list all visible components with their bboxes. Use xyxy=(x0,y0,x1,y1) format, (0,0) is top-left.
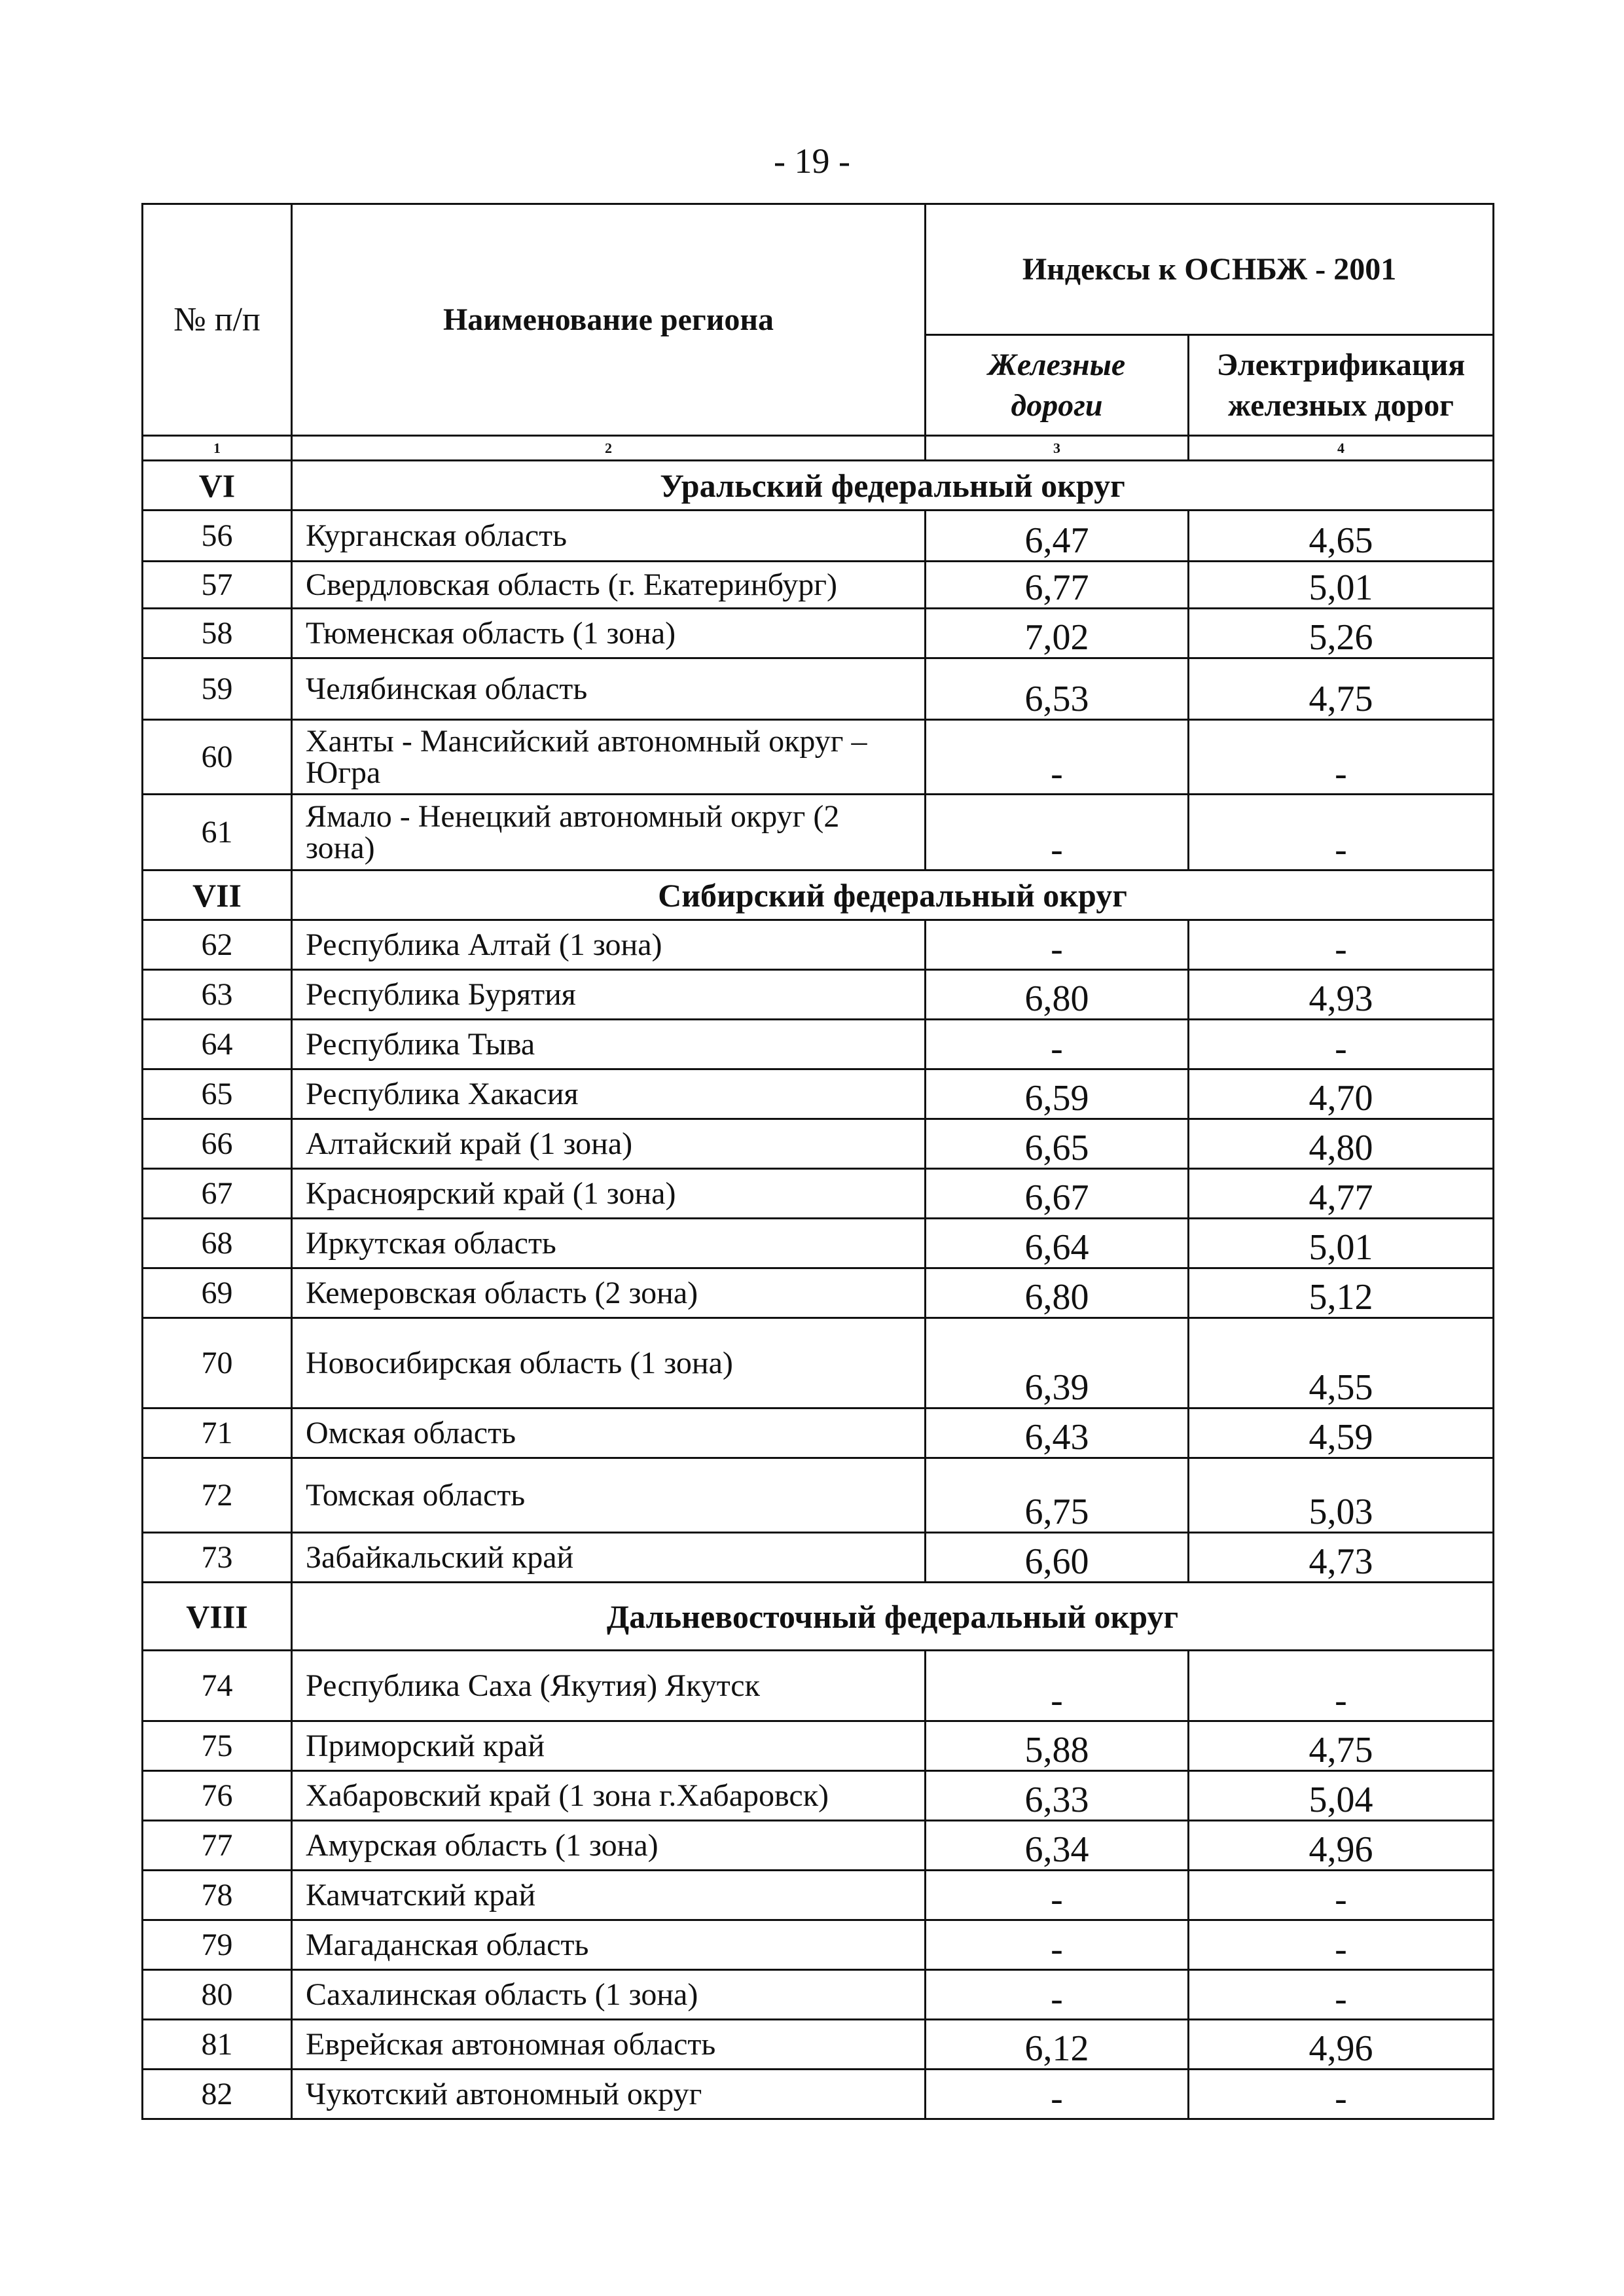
table-row xyxy=(143,1408,1494,1458)
region-name: Чукотский автономный округ xyxy=(292,2070,926,2119)
electrification-index: - xyxy=(1189,1651,1494,1721)
row-number: 71 xyxy=(143,1408,292,1458)
row-number: 60 xyxy=(143,720,292,795)
table-row xyxy=(143,1871,1494,1920)
table-row xyxy=(143,1318,1494,1408)
railway-index: - xyxy=(926,2070,1189,2119)
railway-index: 6,47 xyxy=(926,511,1189,562)
electrification-index: - xyxy=(1189,720,1494,795)
railway-index: - xyxy=(926,1651,1189,1721)
railway-index: 7,02 xyxy=(926,609,1189,658)
header-num: № п/п xyxy=(143,204,292,436)
row-number: 58 xyxy=(143,609,292,658)
region-name: Еврейская автономная область xyxy=(292,2020,926,2070)
railway-index: 6,80 xyxy=(926,1268,1189,1318)
section-row xyxy=(143,870,1494,920)
region-name: Камчатский край xyxy=(292,1871,926,1920)
electrification-index: 4,73 xyxy=(1189,1533,1494,1583)
row-number: 74 xyxy=(143,1651,292,1721)
col-index-1: 1 xyxy=(143,436,292,461)
section-number: VII xyxy=(143,870,292,920)
electrification-index: 5,03 xyxy=(1189,1458,1494,1533)
electrification-index: 5,04 xyxy=(1189,1771,1494,1821)
region-name: Курганская область xyxy=(292,511,926,562)
table-row xyxy=(143,720,1494,795)
railway-index: 6,33 xyxy=(926,1771,1189,1821)
table-row xyxy=(143,1651,1494,1721)
table-row xyxy=(143,1169,1494,1219)
table-row xyxy=(143,1970,1494,2020)
region-name: Иркутская область xyxy=(292,1219,926,1268)
table-row xyxy=(143,609,1494,658)
row-number: 73 xyxy=(143,1533,292,1583)
region-name: Ханты - Мансийский автономный округ – Югра xyxy=(292,720,926,795)
region-name: Челябинская область xyxy=(292,658,926,720)
region-name: Республика Тыва xyxy=(292,1020,926,1069)
railway-index: - xyxy=(926,920,1189,970)
railway-index: 6,43 xyxy=(926,1408,1189,1458)
region-name: Омская область xyxy=(292,1408,926,1458)
railway-index: 6,12 xyxy=(926,2020,1189,2070)
row-number: 80 xyxy=(143,1970,292,2020)
row-number: 76 xyxy=(143,1771,292,1821)
row-number: 64 xyxy=(143,1020,292,1069)
region-name: Сахалинская область (1 зона) xyxy=(292,1970,926,2020)
section-number: VI xyxy=(143,461,292,511)
row-number: 59 xyxy=(143,658,292,720)
table-row xyxy=(143,1268,1494,1318)
region-name: Красноярский край (1 зона) xyxy=(292,1169,926,1219)
table-row xyxy=(143,1721,1494,1771)
row-number: 61 xyxy=(143,795,292,870)
electrification-index: 4,75 xyxy=(1189,658,1494,720)
region-name: Амурская область (1 зона) xyxy=(292,1821,926,1871)
railway-index: - xyxy=(926,1920,1189,1970)
row-number: 63 xyxy=(143,970,292,1020)
electrification-index: 4,75 xyxy=(1189,1721,1494,1771)
region-name: Республика Бурятия xyxy=(292,970,926,1020)
table-row xyxy=(143,511,1494,562)
row-number: 72 xyxy=(143,1458,292,1533)
row-number: 81 xyxy=(143,2020,292,2070)
electrification-index: 4,96 xyxy=(1189,2020,1494,2070)
row-number: 68 xyxy=(143,1219,292,1268)
region-name: Ямало - Ненецкий автономный округ (2 зона) xyxy=(292,795,926,870)
electrification-index: 4,77 xyxy=(1189,1169,1494,1219)
row-number: 78 xyxy=(143,1871,292,1920)
railway-index: 6,80 xyxy=(926,970,1189,1020)
railway-index: - xyxy=(926,1020,1189,1069)
region-name: Новосибирская область (1 зона) xyxy=(292,1318,926,1408)
railway-index: - xyxy=(926,795,1189,870)
region-name: Алтайский край (1 зона) xyxy=(292,1119,926,1169)
row-number: 67 xyxy=(143,1169,292,1219)
region-name: Республика Саха (Якутия) Якутск xyxy=(292,1651,926,1721)
section-title: Сибирский федеральный округ xyxy=(292,870,1494,920)
row-number: 62 xyxy=(143,920,292,970)
region-name: Республика Хакасия xyxy=(292,1069,926,1119)
electrification-index: 4,55 xyxy=(1189,1318,1494,1408)
railway-index: 6,67 xyxy=(926,1169,1189,1219)
electrification-index: 5,26 xyxy=(1189,609,1494,658)
table-row xyxy=(143,1771,1494,1821)
section-row xyxy=(143,1583,1494,1651)
section-number: VIII xyxy=(143,1583,292,1651)
table-row xyxy=(143,970,1494,1020)
table-row xyxy=(143,1020,1494,1069)
railway-index: 6,34 xyxy=(926,1821,1189,1871)
electrification-index: - xyxy=(1189,1871,1494,1920)
railway-index: 6,53 xyxy=(926,658,1189,720)
electrification-index: - xyxy=(1189,920,1494,970)
electrification-index: - xyxy=(1189,1020,1494,1069)
railway-index: 6,39 xyxy=(926,1318,1189,1408)
table-row xyxy=(143,1821,1494,1871)
row-number: 77 xyxy=(143,1821,292,1871)
railway-index: 5,88 xyxy=(926,1721,1189,1771)
region-name: Магаданская область xyxy=(292,1920,926,1970)
electrification-index: - xyxy=(1189,2070,1494,2119)
header-elec: Электрификация железных дорог xyxy=(1189,335,1494,436)
railway-index: 6,64 xyxy=(926,1219,1189,1268)
electrification-index: 4,65 xyxy=(1189,511,1494,562)
row-number: 69 xyxy=(143,1268,292,1318)
row-number: 82 xyxy=(143,2070,292,2119)
region-name: Томская область xyxy=(292,1458,926,1533)
electrification-index: 5,01 xyxy=(1189,1219,1494,1268)
col-index-4: 4 xyxy=(1189,436,1494,461)
region-name: Кемеровская область (2 зона) xyxy=(292,1268,926,1318)
row-number: 57 xyxy=(143,562,292,609)
railway-index: 6,65 xyxy=(926,1119,1189,1169)
table-row xyxy=(143,2070,1494,2119)
row-number: 79 xyxy=(143,1920,292,1970)
row-number: 66 xyxy=(143,1119,292,1169)
section-title: Уральский федеральный округ xyxy=(292,461,1494,511)
electrification-index: - xyxy=(1189,1970,1494,2020)
table-row xyxy=(143,1069,1494,1119)
header-indexes: Индексы к ОСНБЖ - 2001 xyxy=(926,204,1494,335)
table-row xyxy=(143,1920,1494,1970)
row-number: 75 xyxy=(143,1721,292,1771)
regional-index-table xyxy=(141,203,1494,2120)
section-row xyxy=(143,461,1494,511)
table-row xyxy=(143,1219,1494,1268)
page-number: - 19 - xyxy=(774,141,850,181)
table-row xyxy=(143,2020,1494,2070)
header-rail: Железные дороги xyxy=(926,335,1189,436)
region-name: Свердловская область (г. Екатеринбург) xyxy=(292,562,926,609)
electrification-index: 4,93 xyxy=(1189,970,1494,1020)
region-name: Приморский край xyxy=(292,1721,926,1771)
railway-index: - xyxy=(926,1970,1189,2020)
railway-index: - xyxy=(926,1871,1189,1920)
row-number: 65 xyxy=(143,1069,292,1119)
section-title: Дальневосточный федеральный округ xyxy=(292,1583,1494,1651)
table-row xyxy=(143,795,1494,870)
region-name: Республика Алтай (1 зона) xyxy=(292,920,926,970)
electrification-index: - xyxy=(1189,795,1494,870)
electrification-index: 4,80 xyxy=(1189,1119,1494,1169)
electrification-index: 4,59 xyxy=(1189,1408,1494,1458)
electrification-index: 5,12 xyxy=(1189,1268,1494,1318)
row-number: 56 xyxy=(143,511,292,562)
railway-index: 6,60 xyxy=(926,1533,1189,1583)
railway-index: 6,77 xyxy=(926,562,1189,609)
railway-index: - xyxy=(926,720,1189,795)
electrification-index: 4,70 xyxy=(1189,1069,1494,1119)
table-row xyxy=(143,1533,1494,1583)
railway-index: 6,59 xyxy=(926,1069,1189,1119)
table-row xyxy=(143,658,1494,720)
region-name: Хабаровский край (1 зона г.Хабаровск) xyxy=(292,1771,926,1821)
region-name: Тюменская область (1 зона) xyxy=(292,609,926,658)
table-row xyxy=(143,1119,1494,1169)
electrification-index: - xyxy=(1189,1920,1494,1970)
table-row xyxy=(143,1458,1494,1533)
table-row xyxy=(143,562,1494,609)
table-row xyxy=(143,920,1494,970)
row-number: 70 xyxy=(143,1318,292,1408)
railway-index: 6,75 xyxy=(926,1458,1189,1533)
col-index-2: 2 xyxy=(292,436,926,461)
electrification-index: 5,01 xyxy=(1189,562,1494,609)
header-region: Наименование региона xyxy=(292,204,926,436)
col-index-3: 3 xyxy=(926,436,1189,461)
region-name: Забайкальский край xyxy=(292,1533,926,1583)
electrification-index: 4,96 xyxy=(1189,1821,1494,1871)
